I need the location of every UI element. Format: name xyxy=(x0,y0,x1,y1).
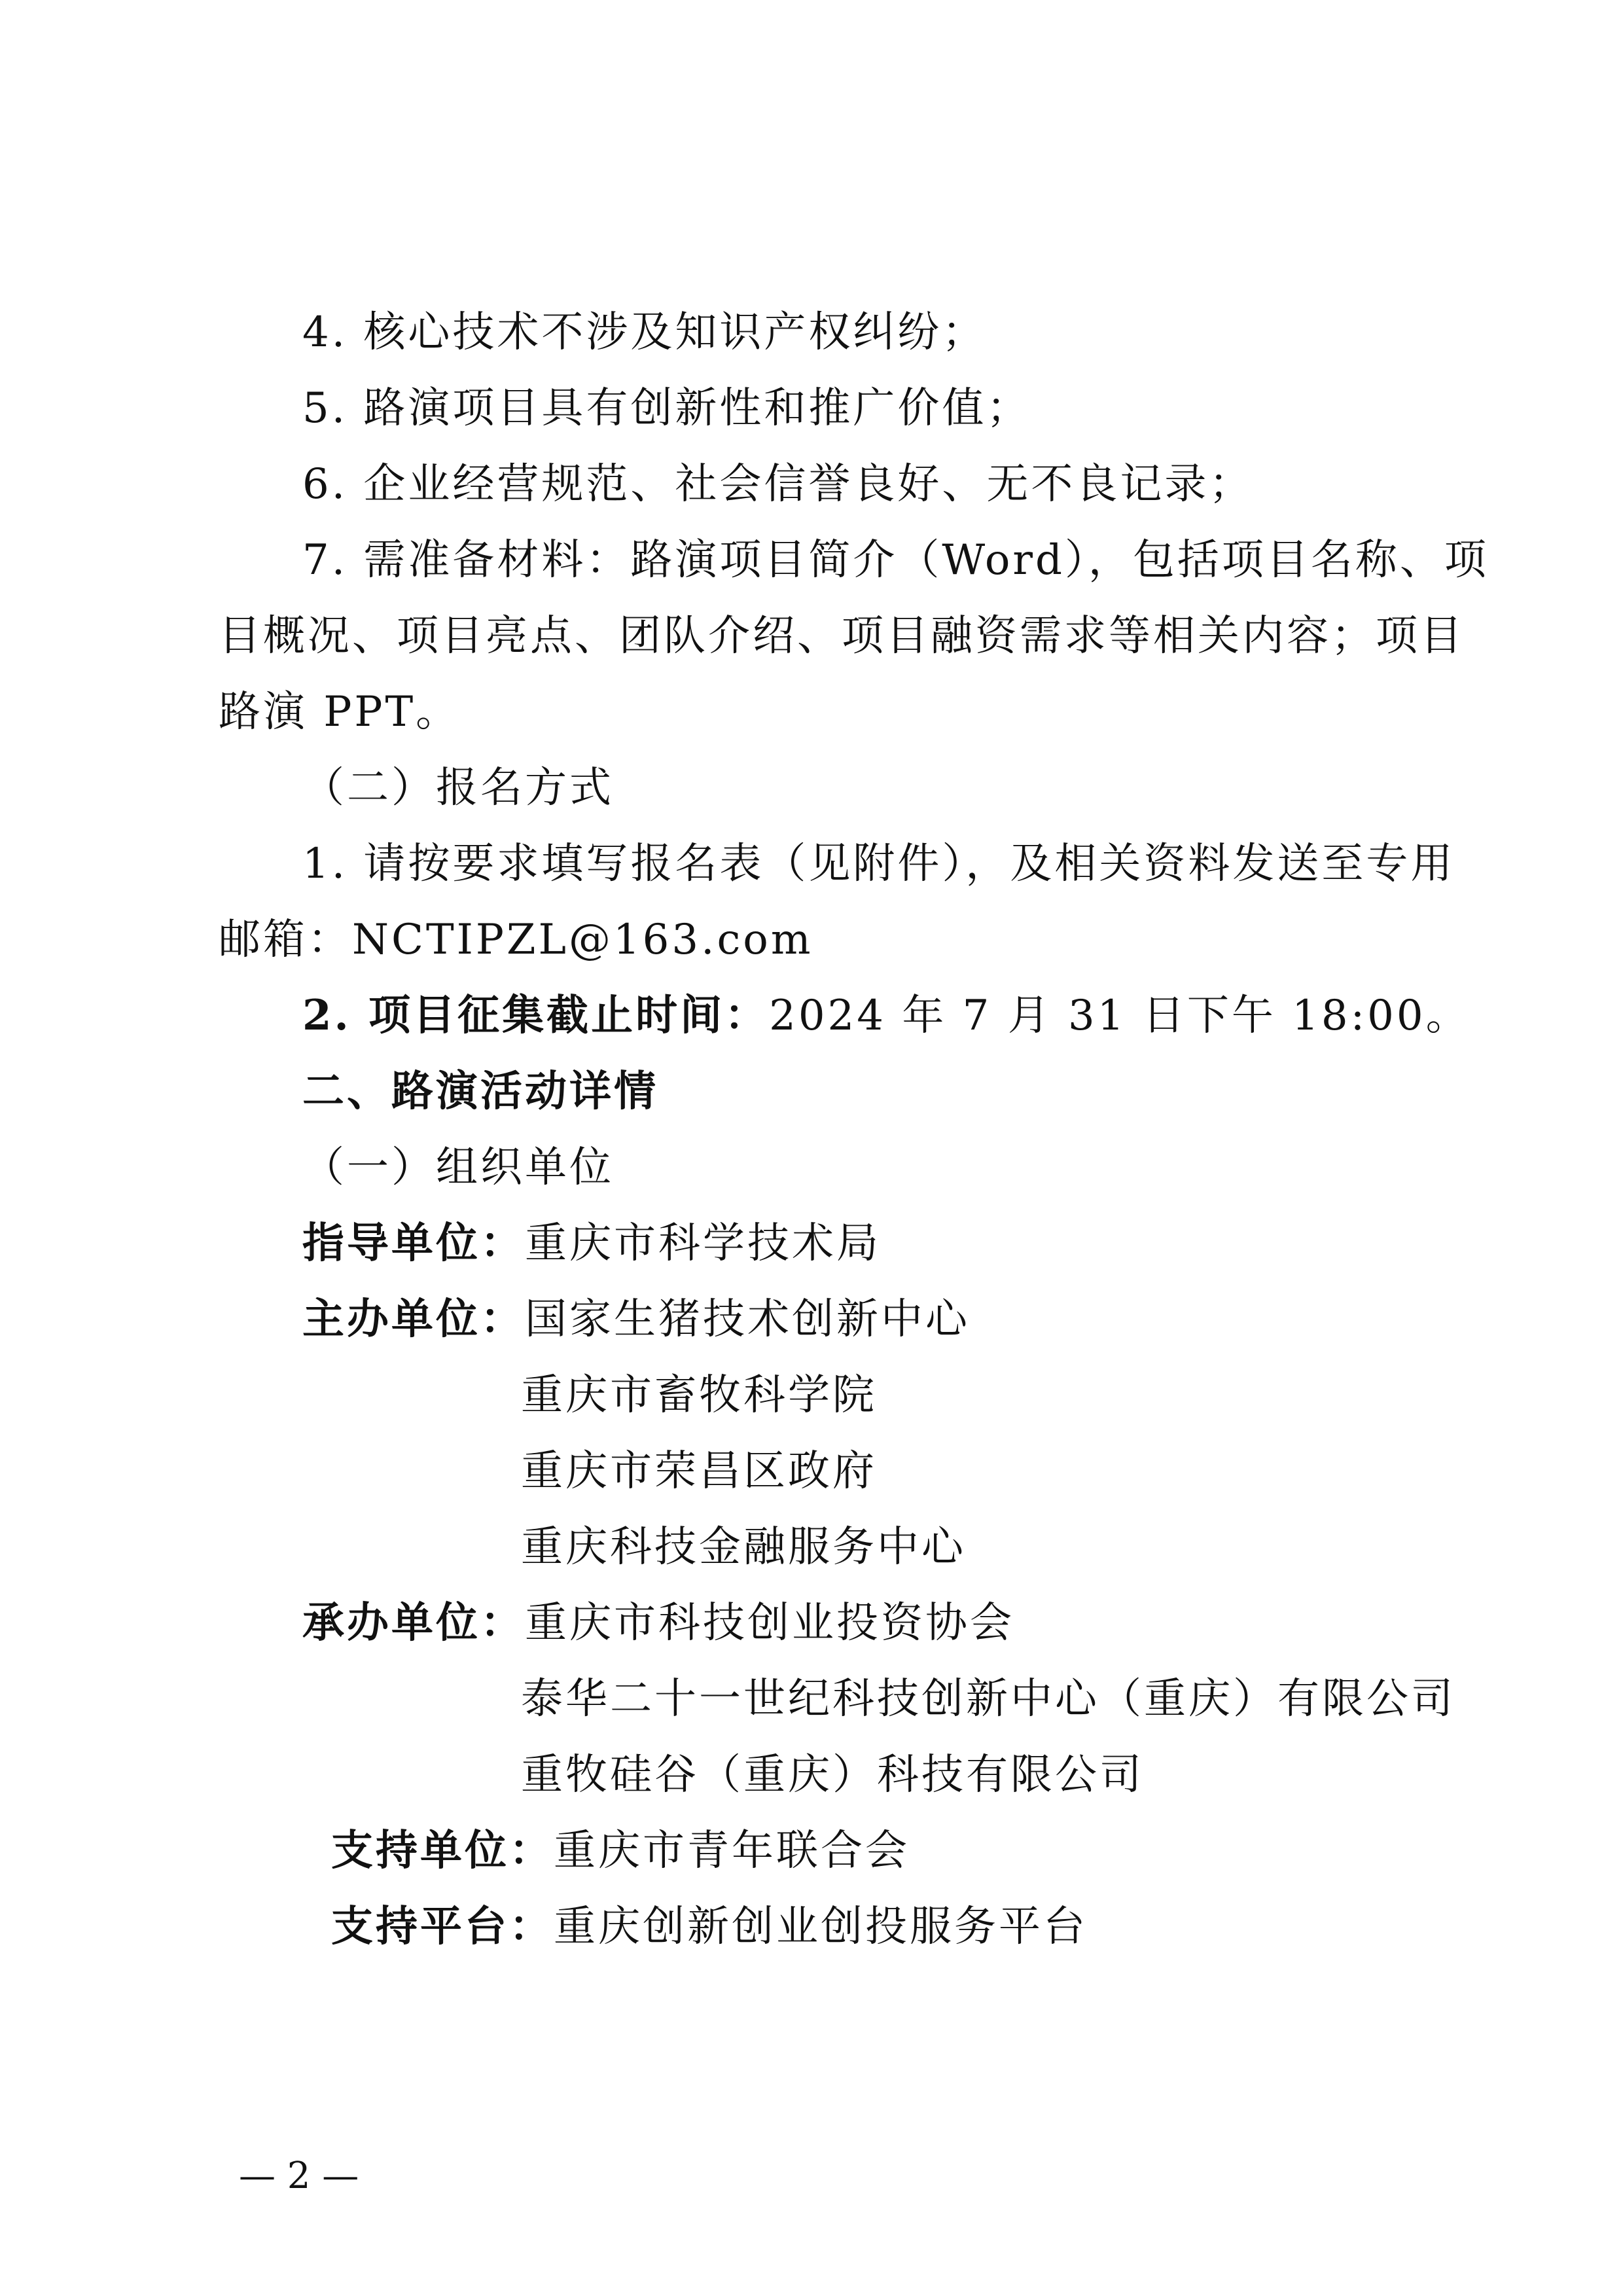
deadline-label: 2. 项目征集截止时间： xyxy=(302,991,770,1040)
host-unit-label: 主办单位： xyxy=(302,1295,525,1344)
requirement-item-7-line-1: 7. 需准备材料：路演项目简介（Word），包括项目名称、项 xyxy=(302,536,1489,584)
host-unit-value-3: 重庆市荣昌区政府 xyxy=(521,1447,877,1496)
requirement-item-6: 6. 企业经营规范、社会信誉良好、无不良记录； xyxy=(302,460,1254,509)
support-platform-value: 重庆创新创业创投服务平台 xyxy=(554,1903,1088,1951)
support-unit-row xyxy=(331,1825,910,1877)
requirement-item-4: 4. 核心技术不涉及知识产权纠纷； xyxy=(302,308,987,357)
organizers-sub-heading: （一）组织单位 xyxy=(302,1143,614,1192)
support-platform-label: 支持平台： xyxy=(331,1902,554,1951)
organizer-unit-value-3: 重牧硅谷（重庆）科技有限公司 xyxy=(521,1751,1144,1799)
host-unit-row xyxy=(302,1293,970,1346)
support-unit-value: 重庆市青年联合会 xyxy=(554,1827,910,1875)
host-unit-value-1: 国家生猪技术创新中心 xyxy=(525,1295,970,1344)
deadline-value: 2024 年 7 月 31 日下午 18:00。 xyxy=(769,992,1471,1040)
host-unit-value-2: 重庆市畜牧科学院 xyxy=(521,1371,877,1420)
host-unit-value-4: 重庆科技金融服务中心 xyxy=(521,1523,966,1571)
page-number: — 2 — xyxy=(239,2155,359,2197)
organizer-unit-value-2: 泰华二十一世纪科技创新中心（重庆）有限公司 xyxy=(521,1675,1455,1723)
section-2-heading: 二、路演活动详情 xyxy=(302,1067,658,1116)
registration-item-1-line-1: 1. 请按要求填写报名表（见附件），及相关资料发送至专用 xyxy=(302,840,1455,888)
guide-unit-label: 指导单位： xyxy=(302,1219,525,1268)
registration-item-1-line-2: 邮箱：NCTIPZL@163.com xyxy=(219,916,813,964)
requirement-item-5: 5. 路演项目具有创新性和推广价值； xyxy=(302,384,1031,433)
organizer-unit-row xyxy=(302,1597,1014,1649)
requirement-item-7-line-2: 目概况、项目亮点、团队介绍、项目融资需求等相关内容；项目 xyxy=(219,612,1465,660)
organizer-unit-label: 承办单位： xyxy=(302,1598,525,1647)
requirement-item-7-line-3: 路演 PPT。 xyxy=(219,688,461,736)
support-unit-label: 支持单位： xyxy=(331,1826,554,1875)
guide-unit-row xyxy=(302,1217,881,1270)
support-platform-row xyxy=(331,1901,1088,1953)
registration-heading: （二）报名方式 xyxy=(302,764,614,812)
registration-item-2 xyxy=(302,990,1471,1042)
organizer-unit-value-1: 重庆市科技创业投资协会 xyxy=(525,1599,1014,1647)
guide-unit-value: 重庆市科学技术局 xyxy=(525,1219,881,1268)
